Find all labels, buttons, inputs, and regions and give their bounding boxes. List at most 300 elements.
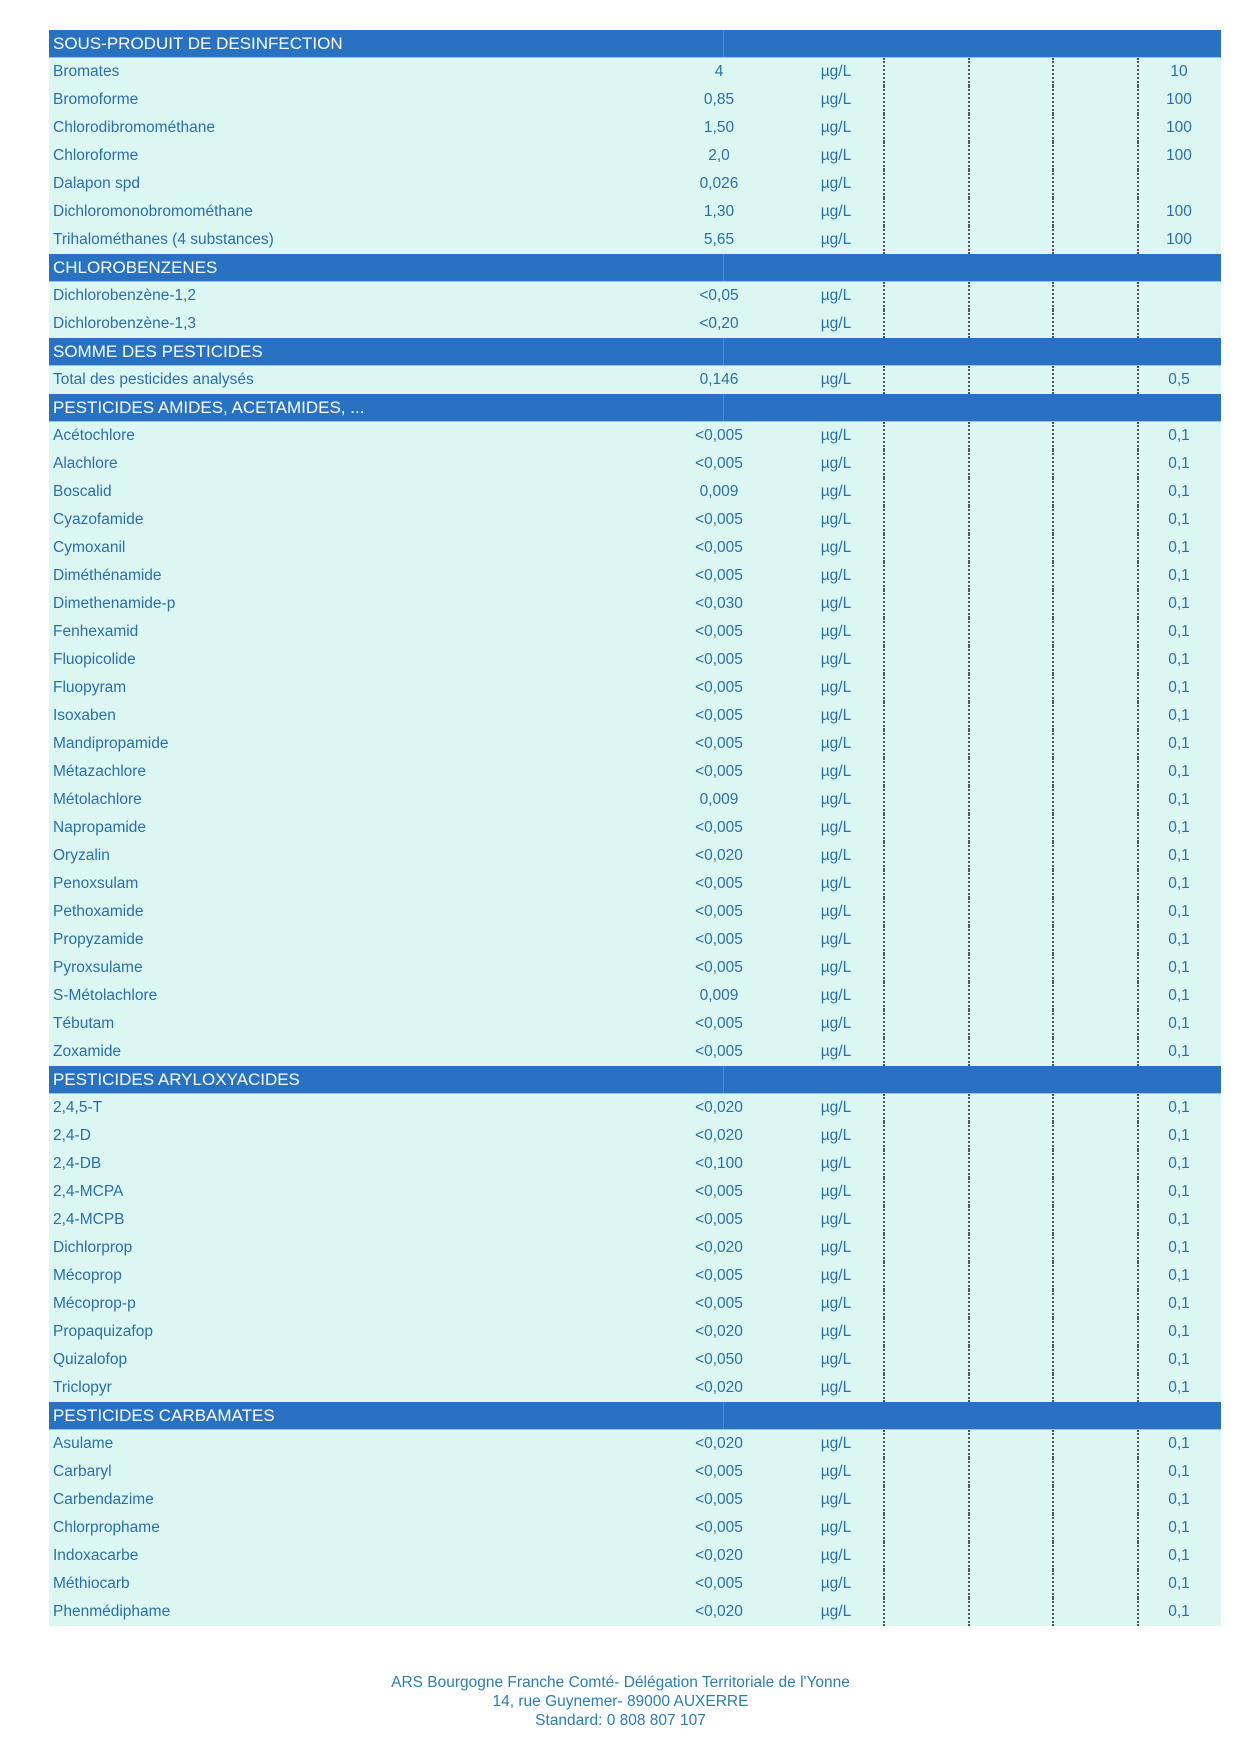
- column-divider: [1052, 1234, 1054, 1262]
- result-value: 0,009: [699, 483, 739, 500]
- parameter-name: Mécoprop-p: [53, 1295, 136, 1312]
- parameter-name: Total des pesticides analysés: [53, 371, 254, 388]
- column-divider: [968, 366, 970, 394]
- column-divider: [883, 1038, 885, 1066]
- column-divider: [1052, 534, 1054, 562]
- column-divider: [968, 1178, 970, 1206]
- result-value: <0,005: [695, 455, 743, 472]
- parameter-name: Carbaryl: [53, 1463, 112, 1480]
- column-divider: [1137, 1598, 1139, 1626]
- column-divider: [1137, 114, 1139, 142]
- parameter-name: Trihalométhanes (4 substances): [53, 231, 274, 248]
- parameter-name: Asulame: [53, 1435, 114, 1452]
- quality-limit: 0,1: [1168, 1603, 1190, 1620]
- quality-limit: 0,1: [1168, 483, 1190, 500]
- result-value: <0,020: [695, 1239, 743, 1256]
- parameter-name: Napropamide: [53, 819, 147, 836]
- section-header: [49, 1066, 1221, 1094]
- divider: [723, 1402, 724, 1429]
- unit: µg/L: [820, 1015, 852, 1032]
- quality-limit: 0,5: [1168, 371, 1190, 388]
- column-divider: [883, 926, 885, 954]
- unit: µg/L: [820, 1323, 852, 1340]
- column-divider: [1052, 1318, 1054, 1346]
- result-value: 0,146: [699, 371, 739, 388]
- column-divider: [1137, 198, 1139, 226]
- result-value: 0,85: [703, 91, 735, 108]
- parameter-name: Dichlorprop: [53, 1239, 133, 1256]
- column-divider: [968, 702, 970, 730]
- column-divider: [968, 478, 970, 506]
- table-row: [49, 1206, 1221, 1234]
- result-value: <0,020: [695, 1127, 743, 1144]
- column-divider: [1137, 1514, 1139, 1542]
- quality-limit: 100: [1166, 203, 1192, 220]
- quality-limit: 0,1: [1168, 427, 1190, 444]
- table-row: [49, 1514, 1221, 1542]
- column-divider: [968, 674, 970, 702]
- unit: µg/L: [820, 1099, 852, 1116]
- section-title: PESTICIDES AMIDES, ACETAMIDES, ...: [53, 398, 365, 417]
- column-divider: [1137, 842, 1139, 870]
- unit: µg/L: [820, 203, 852, 220]
- column-divider: [1052, 1458, 1054, 1486]
- divider: [723, 254, 724, 281]
- table-row: [49, 814, 1221, 842]
- result-value: <0,050: [695, 1351, 743, 1368]
- column-divider: [968, 534, 970, 562]
- result-value: <0,020: [695, 847, 743, 864]
- column-divider: [1137, 1206, 1139, 1234]
- section-title: CHLOROBENZENES: [53, 258, 218, 277]
- quality-limit: 0,1: [1168, 1547, 1190, 1564]
- parameter-name: Chlorodibromométhane: [53, 119, 215, 136]
- column-divider: [1137, 1570, 1139, 1598]
- quality-limit: 0,1: [1168, 1239, 1190, 1256]
- column-divider: [1052, 1598, 1054, 1626]
- column-divider: [1052, 450, 1054, 478]
- table-row: [49, 198, 1221, 226]
- table-row: [49, 786, 1221, 814]
- column-divider: [1137, 1178, 1139, 1206]
- quality-limit: 0,1: [1168, 1211, 1190, 1228]
- parameter-name: Métazachlore: [53, 763, 147, 780]
- column-divider: [968, 590, 970, 618]
- column-divider: [1137, 1010, 1139, 1038]
- column-divider: [1137, 1346, 1139, 1374]
- table-row: [49, 1346, 1221, 1374]
- column-divider: [883, 982, 885, 1010]
- quality-limit: 0,1: [1168, 679, 1190, 696]
- divider: [723, 1066, 724, 1093]
- column-divider: [1137, 310, 1139, 338]
- quality-limit: 0,1: [1168, 735, 1190, 752]
- column-divider: [1052, 310, 1054, 338]
- unit: µg/L: [820, 1603, 852, 1620]
- unit: µg/L: [820, 959, 852, 976]
- column-divider: [968, 1150, 970, 1178]
- table-row: [49, 506, 1221, 534]
- result-value: <0,005: [695, 959, 743, 976]
- column-divider: [968, 814, 970, 842]
- result-value: 4: [714, 63, 724, 80]
- column-divider: [1052, 142, 1054, 170]
- result-value: <0,005: [695, 1267, 743, 1284]
- column-divider: [968, 114, 970, 142]
- result-value: <0,005: [695, 707, 743, 724]
- unit: µg/L: [820, 623, 852, 640]
- column-divider: [968, 310, 970, 338]
- column-divider: [1052, 1570, 1054, 1598]
- table-row: [49, 1542, 1221, 1570]
- column-divider: [1137, 786, 1139, 814]
- column-divider: [883, 702, 885, 730]
- table-row: [49, 58, 1221, 86]
- quality-limit: 0,1: [1168, 1127, 1190, 1144]
- parameter-name: Dalapon spd: [53, 175, 141, 192]
- column-divider: [1052, 674, 1054, 702]
- quality-limit: 0,1: [1168, 1295, 1190, 1312]
- divider: [723, 338, 724, 365]
- quality-limit: 0,1: [1168, 1015, 1190, 1032]
- parameter-name: Métolachlore: [53, 791, 142, 808]
- table-row: [49, 1318, 1221, 1346]
- column-divider: [1052, 702, 1054, 730]
- column-divider: [968, 562, 970, 590]
- column-divider: [968, 58, 970, 86]
- column-divider: [1052, 1290, 1054, 1318]
- unit: µg/L: [820, 567, 852, 584]
- footer: [0, 1673, 1241, 1730]
- result-value: 1,50: [703, 119, 735, 136]
- table-row: [49, 1290, 1221, 1318]
- table-row: [49, 730, 1221, 758]
- unit: µg/L: [820, 1575, 852, 1592]
- column-divider: [1137, 1038, 1139, 1066]
- quality-limit: 0,1: [1168, 1435, 1190, 1452]
- column-divider: [968, 758, 970, 786]
- column-divider: [1137, 562, 1139, 590]
- quality-limit: 0,1: [1168, 1155, 1190, 1172]
- column-divider: [1052, 982, 1054, 1010]
- table-row: [49, 478, 1221, 506]
- column-divider: [1137, 618, 1139, 646]
- footer-address: 14, rue Guynemer- 89000 AUXERRE: [492, 1693, 749, 1710]
- column-divider: [883, 898, 885, 926]
- quality-limit: 0,1: [1168, 623, 1190, 640]
- result-value: <0,020: [695, 1379, 743, 1396]
- parameter-name: Boscalid: [53, 483, 112, 500]
- divider: [723, 30, 724, 57]
- column-divider: [968, 142, 970, 170]
- unit: µg/L: [820, 1519, 852, 1536]
- column-divider: [968, 898, 970, 926]
- column-divider: [968, 1234, 970, 1262]
- quality-limit: 100: [1166, 119, 1192, 136]
- parameter-name: 2,4,5-T: [53, 1099, 103, 1116]
- result-value: <0,005: [695, 1519, 743, 1536]
- section-title: SOUS-PRODUIT DE DESINFECTION: [53, 34, 343, 53]
- table-row: [49, 1094, 1221, 1122]
- unit: µg/L: [820, 1043, 852, 1060]
- quality-limit: 0,1: [1168, 791, 1190, 808]
- unit: µg/L: [820, 483, 852, 500]
- column-divider: [968, 1374, 970, 1402]
- result-value: <0,005: [695, 1043, 743, 1060]
- unit: µg/L: [820, 231, 852, 248]
- column-divider: [1137, 506, 1139, 534]
- column-divider: [1137, 450, 1139, 478]
- table-row: [49, 1486, 1221, 1514]
- column-divider: [968, 1010, 970, 1038]
- section-title: SOMME DES PESTICIDES: [53, 342, 263, 361]
- column-divider: [883, 506, 885, 534]
- parameter-name: Isoxaben: [53, 707, 116, 724]
- parameter-name: Acétochlore: [53, 427, 135, 444]
- column-divider: [1052, 786, 1054, 814]
- parameter-name: Pethoxamide: [53, 903, 144, 920]
- unit: µg/L: [820, 791, 852, 808]
- table-row: [49, 114, 1221, 142]
- unit: µg/L: [820, 1435, 852, 1452]
- quality-limit: 0,1: [1168, 567, 1190, 584]
- column-divider: [1052, 898, 1054, 926]
- table-row: [49, 870, 1221, 898]
- column-divider: [883, 1178, 885, 1206]
- column-divider: [1052, 282, 1054, 310]
- table-row: [49, 1598, 1221, 1626]
- result-value: <0,005: [695, 679, 743, 696]
- unit: µg/L: [820, 119, 852, 136]
- result-value: <0,020: [695, 1603, 743, 1620]
- quality-limit: 0,1: [1168, 763, 1190, 780]
- column-divider: [883, 562, 885, 590]
- column-divider: [1052, 506, 1054, 534]
- quality-limit: 100: [1166, 147, 1192, 164]
- unit: µg/L: [820, 875, 852, 892]
- quality-limit: 0,1: [1168, 595, 1190, 612]
- parameter-name: Fluopyram: [53, 679, 127, 696]
- column-divider: [883, 450, 885, 478]
- column-divider: [1137, 1430, 1139, 1458]
- quality-limit: 0,1: [1168, 959, 1190, 976]
- column-divider: [968, 1290, 970, 1318]
- unit: µg/L: [820, 735, 852, 752]
- table-row: [49, 450, 1221, 478]
- section-header: [49, 1402, 1221, 1430]
- column-divider: [1052, 1122, 1054, 1150]
- column-divider: [1137, 730, 1139, 758]
- parameter-name: Bromates: [53, 63, 120, 80]
- column-divider: [883, 786, 885, 814]
- section-header: [49, 338, 1221, 366]
- quality-limit: 0,1: [1168, 1099, 1190, 1116]
- footer-organization: ARS Bourgogne Franche Comté- Délégation Territoriale de l'Yonne: [391, 1674, 850, 1691]
- column-divider: [883, 198, 885, 226]
- column-divider: [1137, 86, 1139, 114]
- column-divider: [883, 1486, 885, 1514]
- result-value: <0,005: [695, 539, 743, 556]
- parameter-name: Mécoprop: [53, 1267, 122, 1284]
- table-row: [49, 1178, 1221, 1206]
- table-row: [49, 282, 1221, 310]
- column-divider: [1052, 1514, 1054, 1542]
- unit: µg/L: [820, 595, 852, 612]
- column-divider: [883, 730, 885, 758]
- column-divider: [1052, 646, 1054, 674]
- result-value: 0,026: [699, 175, 739, 192]
- result-value: <0,005: [695, 511, 743, 528]
- quality-limit: 10: [1170, 63, 1188, 80]
- table-row: [49, 926, 1221, 954]
- unit: µg/L: [820, 147, 852, 164]
- quality-limit: 0,1: [1168, 1183, 1190, 1200]
- column-divider: [883, 1206, 885, 1234]
- column-divider: [1052, 730, 1054, 758]
- column-divider: [883, 226, 885, 254]
- column-divider: [883, 1318, 885, 1346]
- column-divider: [1137, 1094, 1139, 1122]
- unit: µg/L: [820, 1491, 852, 1508]
- column-divider: [1052, 1038, 1054, 1066]
- column-divider: [968, 1262, 970, 1290]
- table-row: [49, 310, 1221, 338]
- unit: µg/L: [820, 1351, 852, 1368]
- unit: µg/L: [820, 1211, 852, 1228]
- unit: µg/L: [820, 651, 852, 668]
- column-divider: [968, 1318, 970, 1346]
- unit: µg/L: [820, 763, 852, 780]
- unit: µg/L: [820, 847, 852, 864]
- parameter-name: Fluopicolide: [53, 651, 136, 668]
- column-divider: [1137, 1262, 1139, 1290]
- result-value: 0,009: [699, 987, 739, 1004]
- result-value: <0,005: [695, 1211, 743, 1228]
- parameter-name: Dichloromonobromométhane: [53, 203, 253, 220]
- parameter-name: Méthiocarb: [53, 1575, 130, 1592]
- unit: µg/L: [820, 707, 852, 724]
- quality-limit: 0,1: [1168, 1519, 1190, 1536]
- column-divider: [883, 534, 885, 562]
- parameter-name: S-Métolachlore: [53, 987, 158, 1004]
- column-divider: [1052, 86, 1054, 114]
- result-value: <0,005: [695, 1183, 743, 1200]
- column-divider: [883, 1234, 885, 1262]
- column-divider: [1137, 1542, 1139, 1570]
- column-divider: [968, 226, 970, 254]
- result-value: 5,65: [703, 231, 735, 248]
- result-value: <0,005: [695, 1463, 743, 1480]
- parameter-name: Carbendazime: [53, 1491, 154, 1508]
- column-divider: [883, 282, 885, 310]
- quality-limit: 0,1: [1168, 987, 1190, 1004]
- quality-limit: 0,1: [1168, 847, 1190, 864]
- result-value: <0,005: [695, 567, 743, 584]
- column-divider: [1137, 758, 1139, 786]
- quality-limit: 0,1: [1168, 875, 1190, 892]
- result-value: <0,100: [695, 1155, 743, 1172]
- parameter-name: Dimethenamide-p: [53, 595, 176, 612]
- parameter-name: 2,4-DB: [53, 1155, 102, 1172]
- column-divider: [1137, 1234, 1139, 1262]
- column-divider: [883, 954, 885, 982]
- table-row: [49, 1122, 1221, 1150]
- table-row: [49, 226, 1221, 254]
- column-divider: [968, 1346, 970, 1374]
- column-divider: [1052, 842, 1054, 870]
- parameter-name: Phenmédiphame: [53, 1603, 171, 1620]
- column-divider: [883, 170, 885, 198]
- unit: µg/L: [820, 1379, 852, 1396]
- column-divider: [883, 1290, 885, 1318]
- column-divider: [968, 1514, 970, 1542]
- unit: µg/L: [820, 903, 852, 920]
- unit: µg/L: [820, 1267, 852, 1284]
- column-divider: [1052, 1150, 1054, 1178]
- column-divider: [883, 618, 885, 646]
- table-row: [49, 1262, 1221, 1290]
- result-value: <0,005: [695, 623, 743, 640]
- column-divider: [968, 1122, 970, 1150]
- parameter-name: Bromoforme: [53, 91, 139, 108]
- parameter-name: 2,4-D: [53, 1127, 91, 1144]
- table-row: [49, 1010, 1221, 1038]
- unit: µg/L: [820, 1127, 852, 1144]
- table-row: [49, 422, 1221, 450]
- section-header: [49, 30, 1221, 58]
- quality-limit: 0,1: [1168, 1575, 1190, 1592]
- column-divider: [1137, 814, 1139, 842]
- table-row: [49, 1458, 1221, 1486]
- parameter-name: Penoxsulam: [53, 875, 139, 892]
- unit: µg/L: [820, 679, 852, 696]
- table-row: [49, 618, 1221, 646]
- unit: µg/L: [820, 371, 852, 388]
- column-divider: [1052, 366, 1054, 394]
- column-divider: [1137, 954, 1139, 982]
- column-divider: [1052, 1262, 1054, 1290]
- column-divider: [883, 1430, 885, 1458]
- column-divider: [1052, 1206, 1054, 1234]
- column-divider: [1052, 226, 1054, 254]
- column-divider: [968, 86, 970, 114]
- column-divider: [1137, 478, 1139, 506]
- column-divider: [1137, 646, 1139, 674]
- unit: µg/L: [820, 1547, 852, 1564]
- quality-limit: 0,1: [1168, 539, 1190, 556]
- column-divider: [1137, 870, 1139, 898]
- column-divider: [883, 1094, 885, 1122]
- column-divider: [1137, 1318, 1139, 1346]
- column-divider: [1052, 618, 1054, 646]
- table-row: [49, 86, 1221, 114]
- parameter-name: Diméthénamide: [53, 567, 162, 584]
- quality-limit: 0,1: [1168, 1323, 1190, 1340]
- column-divider: [1052, 170, 1054, 198]
- unit: µg/L: [820, 91, 852, 108]
- column-divider: [968, 926, 970, 954]
- column-divider: [968, 1542, 970, 1570]
- column-divider: [883, 590, 885, 618]
- result-value: <0,005: [695, 1575, 743, 1592]
- parameter-name: Pyroxsulame: [53, 959, 143, 976]
- column-divider: [1052, 1430, 1054, 1458]
- column-divider: [883, 842, 885, 870]
- column-divider: [968, 450, 970, 478]
- column-divider: [1137, 1486, 1139, 1514]
- column-divider: [968, 506, 970, 534]
- unit: µg/L: [820, 1463, 852, 1480]
